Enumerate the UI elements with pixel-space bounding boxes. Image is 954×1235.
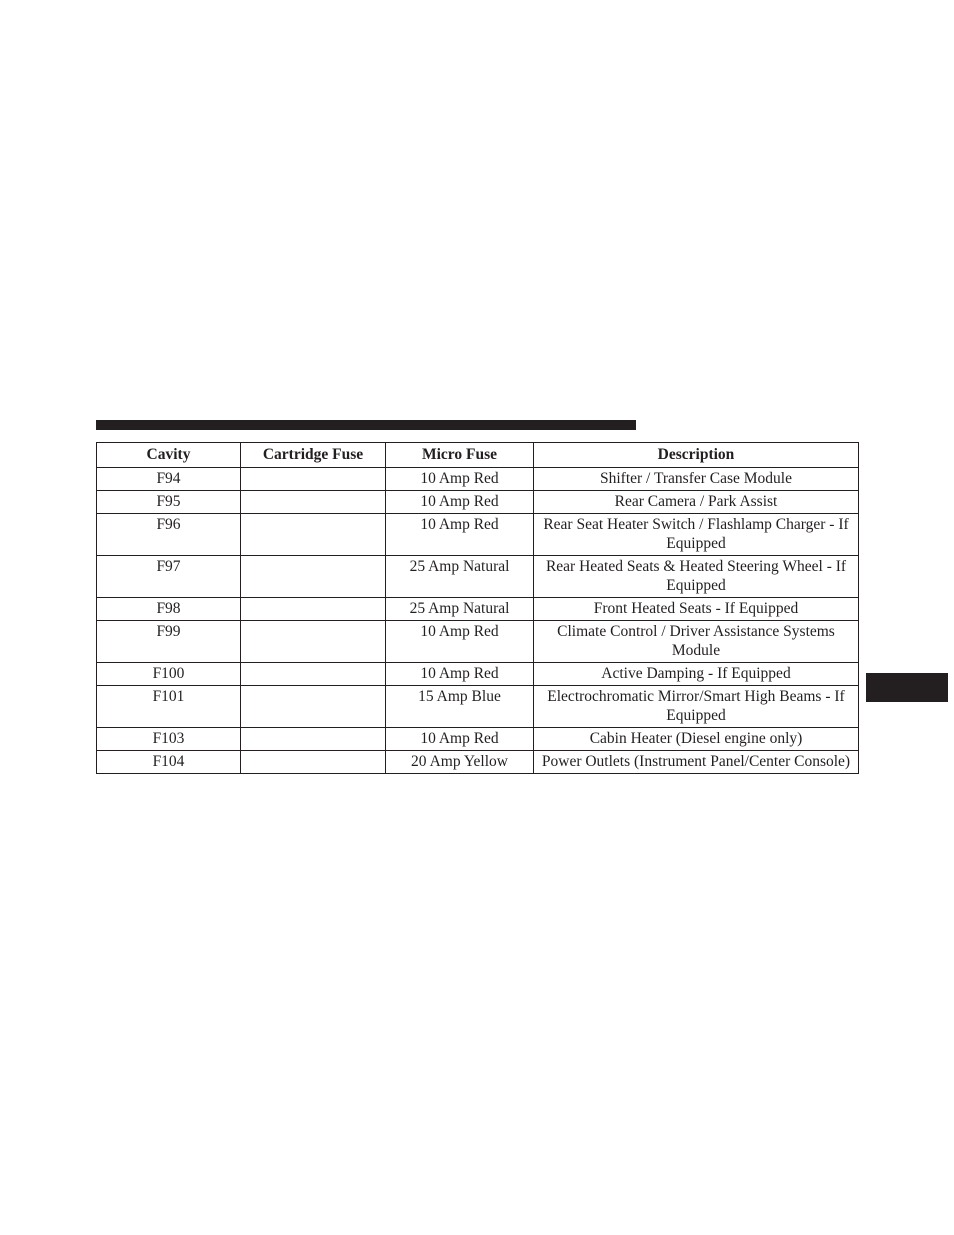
table-row [97, 621, 859, 663]
cartridge-fuse-cell [241, 556, 386, 598]
column-header-cartridge-fuse: Cartridge Fuse [241, 443, 386, 468]
table-header-row [97, 443, 859, 468]
micro-fuse-cell: 25 Amp Natural [386, 556, 534, 598]
table-row [97, 751, 859, 774]
cavity-cell: F97 [97, 556, 241, 598]
description-cell: Rear Heated Seats & Heated Steering Wheel - If Equipped [534, 556, 859, 598]
table-row [97, 556, 859, 598]
cavity-cell: F96 [97, 514, 241, 556]
description-cell: Front Heated Seats - If Equipped [534, 598, 859, 621]
micro-fuse-cell: 10 Amp Red [386, 468, 534, 491]
micro-fuse-cell: 10 Amp Red [386, 491, 534, 514]
cartridge-fuse-cell [241, 468, 386, 491]
description-cell: Rear Camera / Park Assist [534, 491, 859, 514]
cartridge-fuse-cell [241, 728, 386, 751]
column-header-description: Description [534, 443, 859, 468]
cavity-cell: F95 [97, 491, 241, 514]
table-row [97, 514, 859, 556]
micro-fuse-cell: 20 Amp Yellow [386, 751, 534, 774]
description-cell: Electrochromatic Mirror/Smart High Beams - If Equipped [534, 686, 859, 728]
micro-fuse-cell: 10 Amp Red [386, 621, 534, 663]
cavity-cell: F94 [97, 468, 241, 491]
table-row [97, 598, 859, 621]
description-cell: Active Damping - If Equipped [534, 663, 859, 686]
micro-fuse-cell: 25 Amp Natural [386, 598, 534, 621]
cartridge-fuse-cell [241, 514, 386, 556]
cavity-cell: F100 [97, 663, 241, 686]
cartridge-fuse-cell [241, 491, 386, 514]
chapter-tab-marker [866, 673, 948, 702]
cartridge-fuse-cell [241, 598, 386, 621]
cavity-cell: F104 [97, 751, 241, 774]
fuse-table [96, 442, 859, 774]
cavity-cell: F103 [97, 728, 241, 751]
column-header-cavity: Cavity [97, 443, 241, 468]
table-row [97, 686, 859, 728]
column-header-micro-fuse: Micro Fuse [386, 443, 534, 468]
description-cell: Cabin Heater (Diesel engine only) [534, 728, 859, 751]
micro-fuse-cell: 10 Amp Red [386, 728, 534, 751]
table-row [97, 663, 859, 686]
cavity-cell: F99 [97, 621, 241, 663]
description-cell: Rear Seat Heater Switch / Flashlamp Charger - If Equipped [534, 514, 859, 556]
micro-fuse-cell: 15 Amp Blue [386, 686, 534, 728]
cartridge-fuse-cell [241, 686, 386, 728]
description-cell: Climate Control / Driver Assistance Systems Module [534, 621, 859, 663]
description-cell: Shifter / Transfer Case Module [534, 468, 859, 491]
cartridge-fuse-cell [241, 663, 386, 686]
description-cell: Power Outlets (Instrument Panel/Center Console) [534, 751, 859, 774]
table-row [97, 728, 859, 751]
cartridge-fuse-cell [241, 621, 386, 663]
cavity-cell: F101 [97, 686, 241, 728]
cartridge-fuse-cell [241, 751, 386, 774]
section-header-rule [96, 420, 636, 430]
table-row [97, 468, 859, 491]
micro-fuse-cell: 10 Amp Red [386, 663, 534, 686]
micro-fuse-cell: 10 Amp Red [386, 514, 534, 556]
table-row [97, 491, 859, 514]
cavity-cell: F98 [97, 598, 241, 621]
